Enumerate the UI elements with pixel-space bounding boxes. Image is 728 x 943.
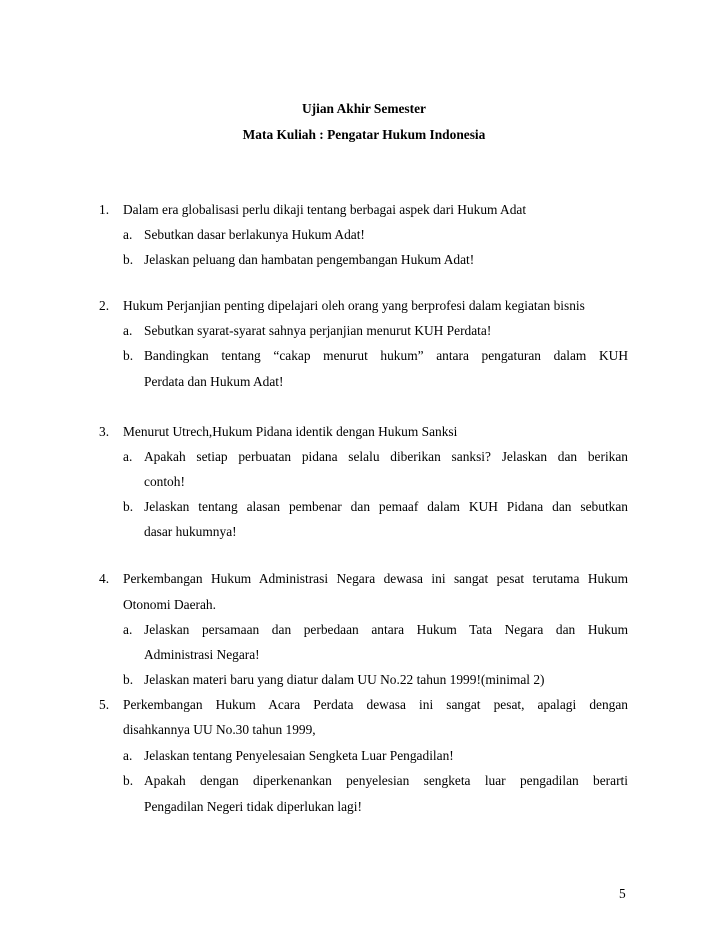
question-text-continued: Otonomi Daerah. — [123, 597, 216, 612]
sub-question-letter: a. — [123, 323, 133, 338]
sub-question-text: Apakah dengan diperkenankan penyelesian sengketa luar pengadilan berarti — [144, 773, 628, 788]
question-number: 4. — [99, 571, 110, 586]
question-number: 1. — [99, 202, 110, 217]
sub-question-letter: b. — [123, 672, 134, 687]
sub-question-text: Jelaskan tentang alasan pembenar dan pemaaf dalam KUH Pidana dan sebutkan — [144, 499, 628, 514]
question-number: 5. — [99, 697, 110, 712]
sub-question-text: Jelaskan persamaan dan perbedaan antara Hukum Tata Negara dan Hukum — [144, 622, 628, 637]
page-number: 5 — [619, 886, 626, 901]
sub-question-text-continued: contoh! — [144, 474, 185, 489]
course-title: Mata Kuliah : Pengatar Hukum Indonesia — [242, 127, 486, 142]
sub-question-text-continued: Perdata dan Hukum Adat! — [144, 374, 284, 389]
question-text: Perkembangan Hukum Acara Perdata dewasa ini sangat pesat, apalagi dengan — [123, 697, 628, 712]
sub-question-text: Apakah setiap perbuatan pidana selalu diberikan sanksi? Jelaskan dan berikan — [144, 449, 628, 464]
sub-question-text-continued: Administrasi Negara! — [144, 647, 260, 662]
question-text: Hukum Perjanjian penting dipelajari oleh orang yang berprofesi dalam kegiatan bisnis — [123, 298, 585, 313]
sub-question-text: Jelaskan materi baru yang diatur dalam UU No.22 tahun 1999!(minimal 2) — [144, 672, 545, 687]
question-text: Menurut Utrech,Hukum Pidana identik dengan Hukum Sanksi — [123, 424, 458, 439]
sub-question-letter: a. — [123, 227, 133, 242]
sub-question-text: Bandingkan tentang “cakap menurut hukum” antara pengaturan dalam KUH — [144, 348, 628, 363]
sub-question-text: Jelaskan peluang dan hambatan pengembangan Hukum Adat! — [144, 252, 475, 267]
sub-question-letter: b. — [123, 773, 134, 788]
sub-question-letter: b. — [123, 348, 134, 363]
sub-question-text: Sebutkan syarat-syarat sahnya perjanjian menurut KUH Perdata! — [144, 323, 492, 338]
sub-question-letter: b. — [123, 499, 134, 514]
sub-question-letter: a. — [123, 449, 133, 464]
sub-question-letter: b. — [123, 252, 134, 267]
question-text: Perkembangan Hukum Administrasi Negara dewasa ini sangat pesat terutama Hukum — [123, 571, 628, 586]
sub-question-text-continued: Pengadilan Negeri tidak diperlukan lagi! — [144, 799, 362, 814]
question-text: Dalam era globalisasi perlu dikaji tentang berbagai aspek dari Hukum Adat — [123, 202, 527, 217]
exam-title: Ujian Akhir Semester — [302, 101, 426, 116]
question-text-continued: disahkannya UU No.30 tahun 1999, — [123, 722, 316, 737]
sub-question-text: Jelaskan tentang Penyelesaian Sengketa Luar Pengadilan! — [144, 748, 454, 763]
sub-question-text: Sebutkan dasar berlakunya Hukum Adat! — [144, 227, 365, 242]
question-number: 3. — [99, 424, 110, 439]
sub-question-text-continued: dasar hukumnya! — [144, 524, 237, 539]
question-number: 2. — [99, 298, 110, 313]
sub-question-letter: a. — [123, 748, 133, 763]
sub-question-letter: a. — [123, 622, 133, 637]
